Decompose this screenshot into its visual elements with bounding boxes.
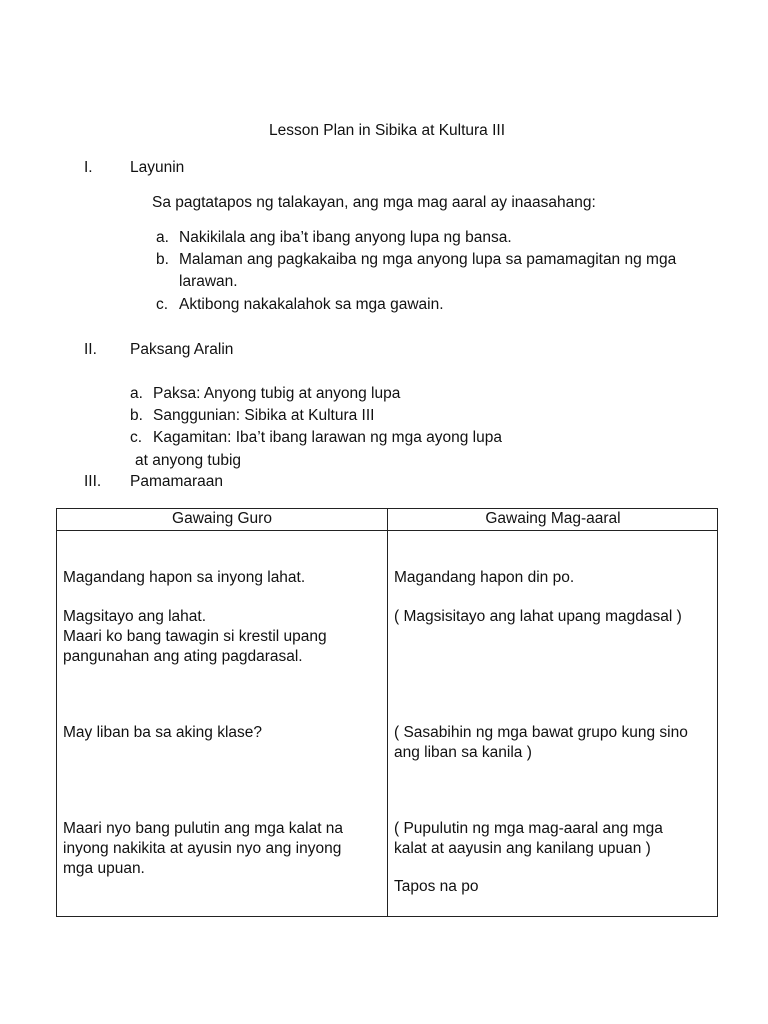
- guro-line: Maari ko bang tawagin si krestil upang: [63, 628, 327, 645]
- procedure-table: [56, 508, 718, 917]
- magaaral-line: Tapos na po: [394, 878, 479, 895]
- table-column-divider: [387, 509, 388, 916]
- guro-line: Magsitayo ang lahat.: [63, 608, 207, 625]
- list-item-label: c.: [156, 296, 169, 313]
- section-heading: Pamamaraan: [130, 473, 224, 490]
- table-header-divider: [57, 530, 717, 531]
- list-item-text: Malaman ang pagkakaiba ng mga anyong lupa sa pamamagitan ng mga: [179, 251, 677, 268]
- list-item-label: a.: [130, 385, 143, 402]
- section-numeral: I.: [84, 159, 93, 176]
- magaaral-line: ang liban sa kanila ): [394, 744, 532, 761]
- magaaral-line: ( Pupulutin ng mga mag-aaral ang mga: [394, 820, 663, 837]
- list-item-label: c.: [130, 429, 143, 446]
- list-item-text-continued: larawan.: [179, 273, 238, 290]
- magaaral-line: ( Sasabihin ng mga bawat grupo kung sino: [394, 724, 688, 741]
- list-item-label: b.: [156, 251, 169, 268]
- guro-line: pangunahan ang ating pagdarasal.: [63, 648, 303, 665]
- table-header-guro: Gawaing Guro: [172, 510, 272, 527]
- list-item-text: Aktibong nakakalahok sa mga gawain.: [179, 296, 444, 313]
- section-heading: Layunin: [130, 159, 185, 176]
- list-item-text: Kagamitan: Iba’t ibang larawan ng mga ayong lupa: [153, 429, 502, 446]
- list-item-label: b.: [130, 407, 143, 424]
- section-numeral: II.: [84, 341, 97, 358]
- list-item-text: Nakikilala ang iba’t ibang anyong lupa ng bansa.: [179, 229, 512, 246]
- document-title: Lesson Plan in Sibika at Kultura III: [268, 122, 506, 139]
- list-item-text-continued: at anyong tubig: [135, 452, 242, 469]
- magaaral-line: ( Magsisitayo ang lahat upang magdasal ): [394, 608, 682, 625]
- guro-line: mga upuan.: [63, 860, 145, 877]
- section-intro: Sa pagtatapos ng talakayan, ang mga mag aaral ay inaasahang:: [152, 194, 596, 211]
- magaaral-line: Magandang hapon din po.: [394, 569, 575, 586]
- section-numeral: III.: [84, 473, 102, 490]
- magaaral-line: kalat at aayusin ang kanilang upuan ): [394, 840, 651, 857]
- section-heading: Paksang Aralin: [130, 341, 234, 358]
- guro-line: Maari nyo bang pulutin ang mga kalat na: [63, 820, 344, 837]
- table-header-magaaral: Gawaing Mag-aaral: [485, 510, 621, 527]
- guro-line: inyong nakikita at ayusin nyo ang inyong: [63, 840, 342, 857]
- list-item-label: a.: [156, 229, 169, 246]
- guro-line: May liban ba sa aking klase?: [63, 724, 263, 741]
- guro-line: Magandang hapon sa inyong lahat.: [63, 569, 306, 586]
- list-item-text: Sanggunian: Sibika at Kultura III: [153, 407, 375, 424]
- list-item-text: Paksa: Anyong tubig at anyong lupa: [153, 385, 401, 402]
